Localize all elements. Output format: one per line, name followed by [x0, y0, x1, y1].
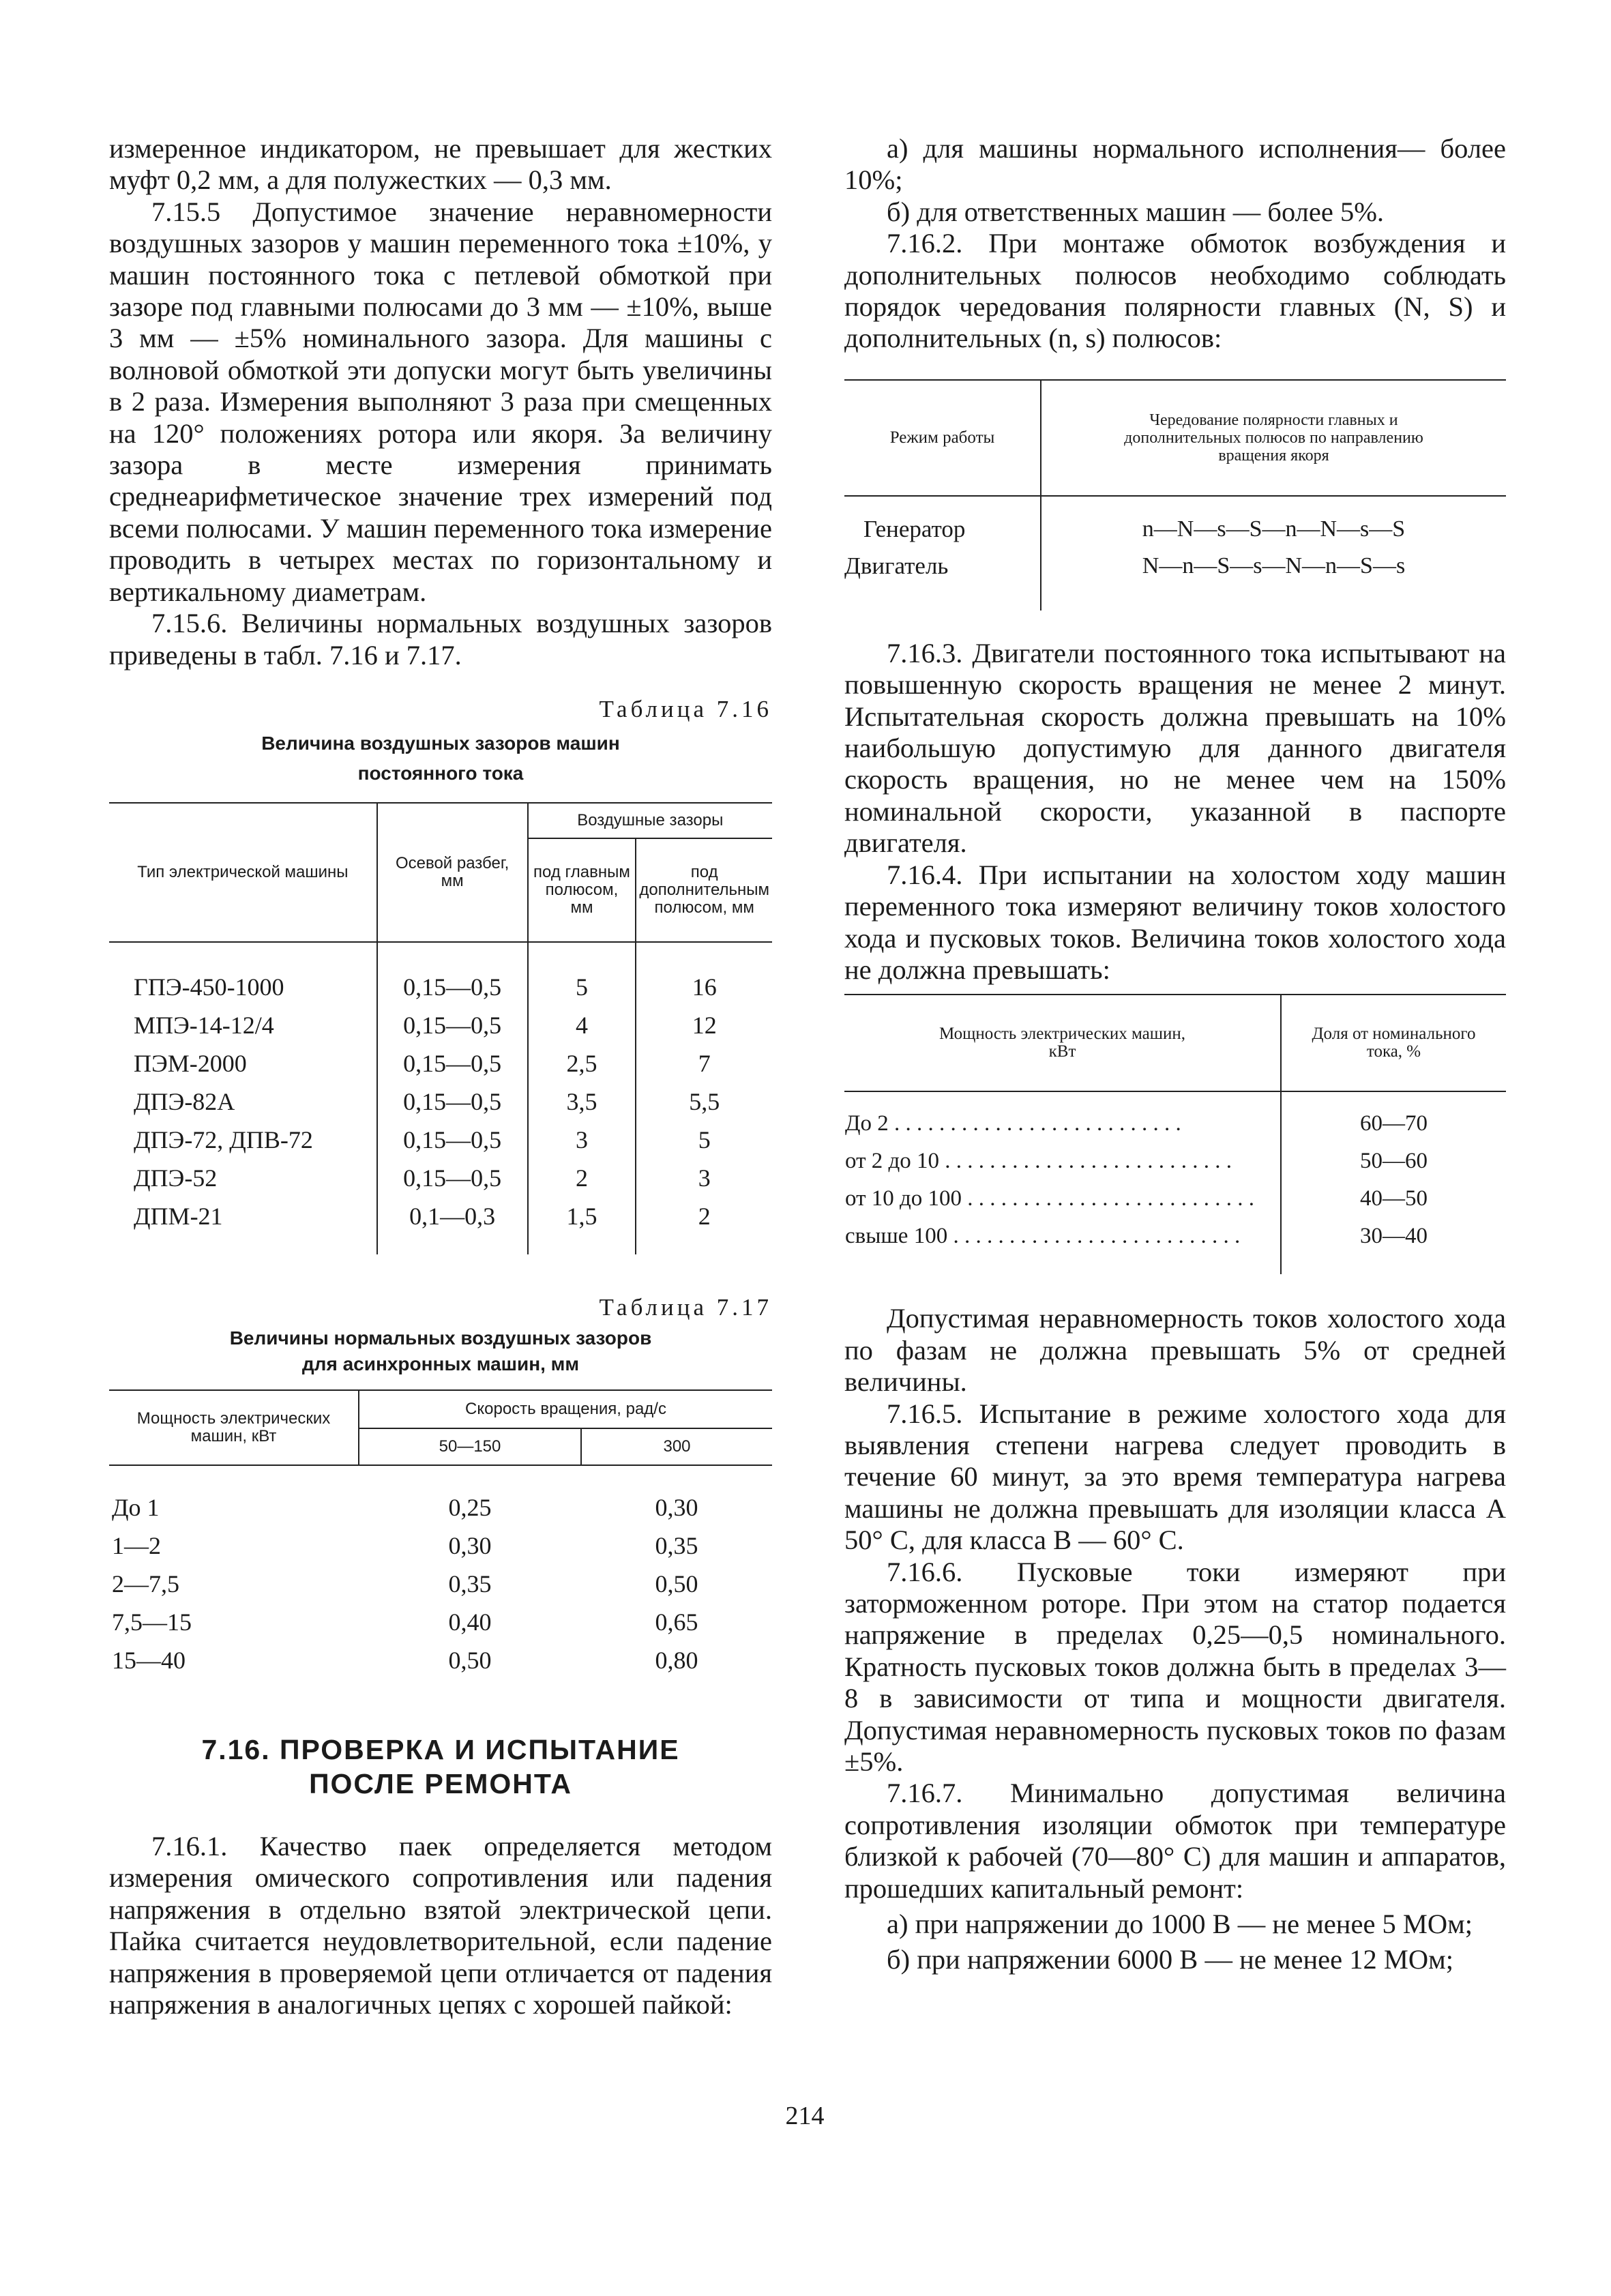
power-range-cell — [844, 1105, 1281, 1143]
aux-pole-cell: 3 — [698, 1164, 711, 1192]
speed-300-cell: 0,35 — [655, 1531, 698, 1559]
right-column — [844, 133, 1506, 1976]
table-7-16-title-line-1: Величина воздушных зазоров машин — [261, 732, 620, 754]
machine-type-cell: ДПЭ-52 — [109, 1159, 377, 1197]
power-cell: 2—7,5 — [112, 1570, 179, 1598]
power-cell: До 1 — [112, 1493, 160, 1521]
header-polarity-order: Чередование полярности главных и дополнительных полюсов по направлению вращения якоря — [1124, 411, 1423, 465]
table-row — [109, 1044, 772, 1083]
machine-type-cell: ДПЭ-82А — [109, 1083, 377, 1121]
table-row — [109, 1527, 772, 1565]
nominal-share-cell: 50—60 — [1360, 1149, 1428, 1174]
power-range-label: свыше 100 — [845, 1224, 948, 1249]
paragraph-7-16-3: 7.16.3. Двигатели постоянного тока испытывают на повышенную скорость вращения не менее 2 минут. Испытательная скорость должна превышать на 10% наибольшую допустимую для данного двигателя скорость вращения, но не менее чем на 150% номинальной скорости, указанной в паспорте двигателя. — [844, 637, 1506, 859]
table-7-17-title-line-1: Величины нормальных воздушных зазоров — [229, 1327, 652, 1349]
main-pole-cell: 3 — [528, 1121, 636, 1159]
left-column — [109, 133, 772, 2020]
table-7-17-caption: Таблица 7.17 — [599, 1293, 772, 1321]
paragraph-7-16-5: 7.16.5. Испытание в режиме холостого хода для выявления степени нагрева следует проводить в течение 60 минут, за это время температура нагрева машины не должна превышать для изоляции класса А 50° С, для класса В — 60° С. — [844, 1398, 1506, 1556]
axial-play-cell: 0,15—0,5 — [377, 968, 528, 1006]
table-row — [109, 1159, 772, 1197]
table-row — [109, 1488, 772, 1527]
speed-50-150-cell: 0,25 — [448, 1493, 492, 1521]
table-row — [844, 1180, 1506, 1218]
machine-type-cell: МПЭ-14-12/4 — [109, 1006, 377, 1044]
power-range-cell — [844, 1180, 1281, 1218]
power-range-label: от 2 до 10 — [845, 1149, 940, 1174]
table-row — [109, 1006, 772, 1044]
table-7-17-title-line-2: для асинхронных машин, мм — [301, 1353, 580, 1374]
main-pole-cell: 2,5 — [528, 1044, 636, 1083]
section-heading — [109, 1733, 772, 1801]
mode-cell: Двигатель — [844, 548, 1041, 585]
table-row — [109, 1641, 772, 1679]
no-load-current-table — [844, 994, 1506, 1274]
machine-type-cell: ГПЭ-450-1000 — [109, 968, 377, 1006]
main-pole-cell: 4 — [528, 1006, 636, 1044]
table-row — [844, 511, 1506, 548]
header-power: Мощность электрических машин, кВт — [109, 1390, 359, 1465]
header-aux-pole: под дополнительным полюсом, мм — [639, 862, 770, 917]
item-a-normal-machines: а) для машины нормального исполнения— более 10%; — [844, 133, 1506, 196]
dot-leader: . . . . . . . . . . . . . . . . . . . . . . . . . . — [947, 1224, 1241, 1249]
paragraph-7-15-5: 7.15.5 Допустимое значение неравномерности воздушных зазоров у машин переменного тока ±10%, у машин постоянного тока с петлевой обмоткой при зазоре под главными полюсами до 3 мм — ±10%, выше 3 мм — ±5% номинального зазора. Для машины с волновой обмоткой эти допуски могут быть увеличины в 2 раза. Измерения выполняют 3 раза при смещенных на 120° положениях ротора или якоря. За величину зазора в месте измерения принимать среднеарифметическое значение трех измерений под всеми полюсами. У машин переменного тока измерение проводить в четырех местах по горизонтальному и вертикальному диаметрам. — [109, 196, 772, 607]
power-cell: 15—40 — [112, 1646, 186, 1674]
speed-300-cell: 0,50 — [655, 1570, 698, 1598]
dot-leader: . . . . . . . . . . . . . . . . . . . . . . . . . . — [888, 1111, 1181, 1136]
machine-type-cell: ДПМ-21 — [109, 1197, 377, 1235]
header-speed: Скорость вращения, рад/с — [359, 1390, 772, 1428]
aux-pole-cell: 12 — [692, 1011, 717, 1039]
paragraph-7-16-4: 7.16.4. При испытании на холостом ходу машин переменного тока измеряют величину токов холостого хода и пусковых токов. Величина токов холостого хода не должна превышать: — [844, 859, 1506, 985]
speed-300-cell: 0,80 — [655, 1646, 698, 1674]
power-range-label: До 2 — [845, 1111, 889, 1136]
table-row — [844, 1218, 1506, 1255]
table-row — [109, 1565, 772, 1603]
axial-play-cell: 0,15—0,5 — [377, 1083, 528, 1121]
table-7-16 — [109, 694, 772, 1254]
table-row — [844, 1143, 1506, 1180]
table-7-17-grid — [109, 1389, 772, 1679]
item-a-1000v: а) при напряжении до 1000 В — не менее 5 МОм; — [887, 1909, 1473, 1940]
paragraph-continuation: измеренное индикатором, не превышает для жестких муфт 0,2 мм, а для полужестких — 0,3 мм. — [109, 133, 772, 196]
nominal-share-cell: 40—50 — [1360, 1186, 1428, 1211]
section-title-line-1: 7.16. ПРОВЕРКА И ИСПЫТАНИЕ — [201, 1733, 680, 1765]
power-cell: 1—2 — [112, 1531, 161, 1559]
paragraph-7-16-6: 7.16.6. Пусковые токи измеряют при заторможенном роторе. При этом на статор подается напряжение в пределах 0,25—0,5 номинального. Кратность пусковых токов должна быть в пределах 3—8 в зависимости от типа и мощности двигателя. Допустимая неравномерность пусковых токов по фазам ±5%. — [844, 1556, 1506, 1777]
table-row — [109, 1197, 772, 1235]
machine-type-cell: ДПЭ-72, ДПВ-72 — [109, 1121, 377, 1159]
power-cell: 7,5—15 — [112, 1608, 192, 1636]
axial-play-cell: 0,15—0,5 — [377, 1159, 528, 1197]
header-nominal-share: Доля от номинального тока, % — [1312, 1025, 1476, 1061]
table-7-17 — [109, 1293, 772, 1679]
table-row — [109, 1083, 772, 1121]
power-range-label: от 10 до 100 — [845, 1186, 962, 1211]
dot-leader: . . . . . . . . . . . . . . . . . . . . . . . . . . — [962, 1186, 1255, 1211]
nominal-share-cell: 30—40 — [1360, 1224, 1428, 1249]
machine-type-cell: ПЭМ-2000 — [109, 1044, 377, 1083]
table-row — [844, 548, 1506, 585]
speed-300-cell: 0,30 — [655, 1493, 698, 1521]
table-7-16-title-line-2: постоянного тока — [357, 762, 524, 784]
page-number: 214 — [785, 2102, 825, 2130]
aux-pole-cell: 5 — [698, 1125, 711, 1153]
header-machine-type: Тип электрической машины — [109, 803, 377, 942]
header-machine-power: Мощность электрических машин, кВт — [844, 995, 1281, 1091]
polarity-cell: n—N—s—S—n—N—s—S — [1142, 516, 1406, 542]
speed-50-150-cell: 0,40 — [448, 1608, 492, 1636]
main-pole-cell: 2 — [528, 1159, 636, 1197]
table-row — [844, 1105, 1506, 1143]
item-b-6000v: б) при напряжении 6000 В — не менее 12 МОм; — [887, 1944, 1453, 1975]
speed-50-150-cell: 0,35 — [448, 1570, 492, 1598]
header-operating-mode: Режим работы — [844, 380, 1041, 496]
nominal-share-cell: 60—70 — [1360, 1111, 1428, 1136]
power-range-cell — [844, 1143, 1281, 1180]
main-pole-cell: 5 — [528, 968, 636, 1006]
aux-pole-cell: 5,5 — [689, 1087, 720, 1115]
item-b-critical-machines: б) для ответственных машин — более 5%. — [887, 196, 1385, 227]
power-range-cell — [844, 1218, 1281, 1255]
header-axial-play: Осевой разбег, мм — [377, 803, 528, 942]
aux-pole-cell: 2 — [698, 1202, 711, 1230]
table-7-16-caption: Таблица 7.16 — [599, 695, 772, 722]
polarity-cell: N—n—S—s—N—n—S—s — [1142, 553, 1406, 578]
main-pole-cell: 1,5 — [528, 1197, 636, 1235]
paragraph-uneven-currents: Допустимая неравномерность токов холостого хода по фазам не должна превышать 5% от средней величины. — [844, 1303, 1506, 1398]
header-air-gaps: Воздушные зазоры — [528, 803, 772, 838]
aux-pole-cell: 16 — [692, 973, 717, 1001]
table-7-16-grid — [109, 802, 772, 1254]
paragraph-7-15-6: 7.15.6. Величины нормальных воздушных зазоров приведены в табл. 7.16 и 7.17. — [109, 608, 772, 671]
section-title-line-2: ПОСЛЕ РЕМОНТА — [309, 1767, 572, 1799]
paragraph-7-16-1: 7.16.1. Качество паек определяется методом измерения омического сопротивления или падения напряжения в отдельно взятой электрической цепи. Пайка считается неудовлетворительной, если падение напряжения в проверяемой цепи отличается от падения напряжения в аналогичных цепях с хорошей пайкой: — [109, 1830, 772, 2020]
table-row — [109, 1121, 772, 1159]
paragraph-7-16-2: 7.16.2. При монтаже обмоток возбуждения и дополнительных полюсов необходимо соблюдать порядок чередования полярности главных (N, S) и дополнительных (n, s) полюсов: — [844, 228, 1506, 354]
speed-50-150-cell: 0,30 — [448, 1531, 492, 1559]
table-row — [109, 968, 772, 1006]
axial-play-cell: 0,15—0,5 — [377, 1044, 528, 1083]
mode-cell: Генератор — [844, 511, 1041, 548]
header-speed-50-150: 50—150 — [359, 1428, 581, 1465]
axial-play-cell: 0,15—0,5 — [377, 1006, 528, 1044]
speed-50-150-cell: 0,50 — [448, 1646, 492, 1674]
axial-play-cell: 0,15—0,5 — [377, 1121, 528, 1159]
header-speed-300: 300 — [663, 1437, 691, 1456]
main-pole-cell: 3,5 — [528, 1083, 636, 1121]
paragraph-7-16-7: 7.16.7. Минимально допустимая величина сопротивления изоляции обмоток при температуре близкой к рабочей (70—80° С) для машин и аппаратов, прошедших капитальный ремонт: — [844, 1778, 1506, 1904]
polarity-table — [844, 379, 1506, 610]
axial-play-cell: 0,1—0,3 — [377, 1197, 528, 1235]
aux-pole-cell: 7 — [698, 1049, 711, 1077]
header-main-pole: под главным полюсом, мм — [528, 838, 636, 942]
speed-300-cell: 0,65 — [655, 1608, 698, 1636]
table-row — [109, 1603, 772, 1641]
dot-leader: . . . . . . . . . . . . . . . . . . . . . . . . . . — [939, 1149, 1232, 1174]
